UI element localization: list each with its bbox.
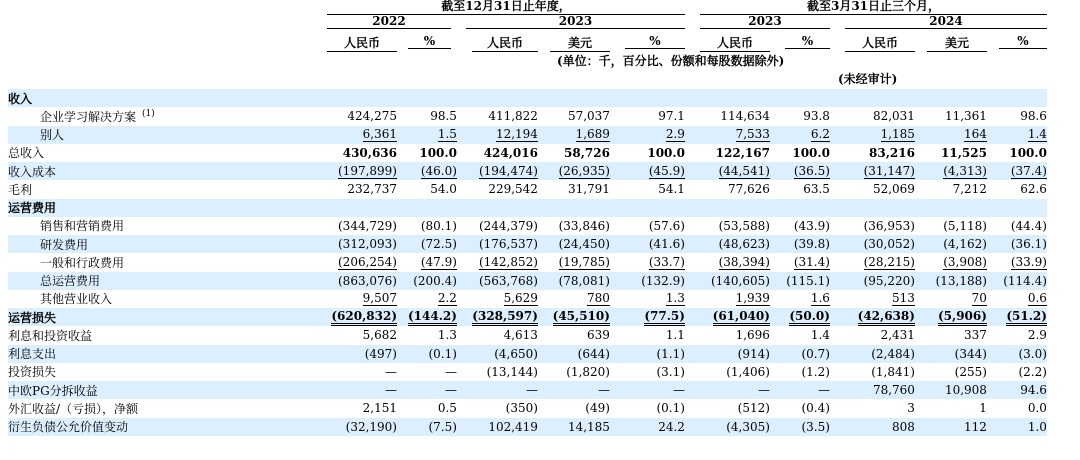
row-value [550,89,610,107]
row-value: 82,031 [872,109,915,124]
row-label: 利息支出 [8,345,327,363]
row-value: 1.5 [408,126,457,144]
row-value: (5,118) [943,218,987,233]
table-row [8,399,1047,417]
row-value: (31,147) [845,162,915,180]
row-value: (37.4) [999,162,1047,180]
row-value: 2,431 [880,328,915,343]
table-row [8,217,1047,235]
table-row [8,180,1047,198]
row-value: (49) [585,401,610,416]
row-value: (497) [327,345,397,363]
row-label: 运营费用 [8,199,327,217]
row-value: 164 [927,126,987,144]
row-value [327,89,397,107]
row-value: 70 [971,291,987,306]
unit-note: (单位：千，百分比、份额和每股数据除外) [557,54,785,68]
row-value: 93.8 [803,109,830,124]
row-value: 424,016 [483,145,538,160]
row-value: 2.2 [437,291,457,306]
row-value: 100.0 [647,145,685,160]
row-value: 97.1 [658,109,685,124]
row-value [625,89,685,107]
row-value: (3.1) [656,364,685,379]
row-label: 别人 [8,126,327,144]
row-value: — [550,381,610,399]
row-value: (78,081) [550,272,610,290]
row-value: 24.2 [625,418,685,436]
row-value: (0.1) [408,345,457,363]
row-value: 1,939 [735,291,770,306]
table-row [8,272,1047,290]
row-label: 利息和投资收益 [8,328,93,343]
row-label: 总运营费用 [8,272,327,290]
row-value: (36.5) [785,162,830,180]
row-label: 投资损失 [8,365,57,380]
row-label: 运营损失 [8,308,327,326]
row-value: 229,542 [488,182,538,197]
row-value: 5,682 [362,328,397,343]
col-header-rmb: 人民币 [700,34,770,52]
row-value: 1 [979,401,987,416]
row-value: 52,069 [872,182,915,197]
row-value: (4,650) [472,345,538,363]
row-value: 94.6 [999,381,1047,399]
row-value: 7,533 [700,126,770,144]
col-header-usd: 美元 [927,34,987,52]
table-row [8,290,1047,308]
row-label: 中欧PG分拆收益 [8,381,327,399]
row-value: 11,525 [941,145,987,160]
row-value [700,89,770,107]
row-value: (7.5) [408,418,457,436]
row-value: 513 [892,291,915,306]
row-value [327,199,397,217]
row-value: 1,689 [550,126,610,144]
row-value: (115.1) [785,272,830,290]
row-value: 102,419 [472,418,538,436]
row-value [408,199,457,217]
row-value [927,89,987,107]
row-value: 58,726 [564,145,610,160]
row-value: (13,188) [927,272,987,290]
row-value: (5,906) [927,308,987,326]
row-value: (4,162) [927,235,987,253]
row-value: 411,822 [488,109,538,124]
row-value: 2,151 [362,401,397,416]
row-value: (48,623) [700,235,770,253]
col-header-pct: % [999,34,1047,49]
row-value: 54.1 [658,182,685,197]
row-value: — [625,381,685,399]
row-value: 639 [587,328,610,343]
period-header-fiscal-year: 截至12月31日止年度， [327,0,685,15]
row-value: 232,737 [347,182,397,197]
row-value: (1.2) [801,364,830,379]
table-row [8,89,1047,107]
row-value: (24,450) [550,235,610,253]
row-value: 54.0 [430,182,457,197]
row-value: 1.4 [810,328,830,343]
row-value: 1.1 [665,328,685,343]
row-value: (30,052) [845,235,915,253]
row-value: (44,541) [700,162,770,180]
row-value: (33.7) [648,254,685,269]
row-value: 1.3 [665,291,685,306]
row-value: (863,076) [327,272,397,290]
row-value: (4,305) [700,418,770,436]
row-value: (32,190) [327,418,397,436]
row-label: 销售和营销费用 [40,219,125,234]
row-value [999,199,1047,217]
row-value: (36.1) [999,235,1047,253]
row-value: (144.2) [408,308,457,326]
row-value: (3,908) [943,254,987,269]
row-value: 1,696 [735,328,770,343]
row-value: (1.1) [625,345,685,363]
row-value: 430,636 [342,145,397,160]
row-value: (140,605) [700,272,770,290]
row-value: (200.4) [408,272,457,290]
row-label: 收入 [8,89,327,107]
table-row [8,162,1047,180]
row-value: 114,634 [720,109,770,124]
row-value: (2,484) [845,345,915,363]
row-value: (197,899) [327,162,397,180]
row-value: (72.5) [408,235,457,253]
row-value: (19,785) [558,254,610,269]
row-value: 77,626 [727,182,770,197]
row-value: (44.4) [1010,218,1047,233]
row-value: 100.0 [419,145,457,160]
row-value: — [444,364,457,379]
row-value: (1,406) [726,364,770,379]
row-value [408,89,457,107]
row-value: (28,215) [863,254,915,269]
row-value: (3.5) [785,418,830,436]
row-value: 2.9 [625,126,685,144]
row-value: 83,216 [869,145,915,160]
row-value: (914) [700,345,770,363]
table-row [8,418,1047,436]
year-2023-quarter-header: 2023 [700,14,830,29]
row-value: 122,167 [715,145,770,160]
row-value: (1,820) [566,364,610,379]
row-value [927,199,987,217]
row-value: (194,474) [472,162,538,180]
year-2022-header: 2022 [327,14,451,29]
row-value: 1.0 [999,418,1047,436]
income-statement-table [8,89,1047,436]
row-value: (132.9) [625,272,685,290]
row-value [700,199,770,217]
row-value: (26,935) [550,162,610,180]
row-value: (328,597) [472,308,538,326]
row-value: (2.2) [1018,364,1047,379]
row-value: 31,791 [567,182,610,197]
row-value: 100.0 [792,145,830,160]
row-value: (46.0) [408,162,457,180]
row-value: (114.4) [999,272,1047,290]
row-value: (176,537) [472,235,538,253]
row-value: 6,361 [327,126,397,144]
row-value: (1,841) [871,364,915,379]
table-row [8,126,1047,144]
row-label: 收入成本 [8,162,327,180]
row-value [550,199,610,217]
row-value: (33,846) [558,218,610,233]
row-value: (0.7) [785,345,830,363]
table-row [8,326,1047,344]
row-value: (57.6) [648,218,685,233]
col-header-pct: % [785,34,830,49]
row-value: 12,194 [472,126,538,144]
row-value: (142,852) [478,254,538,269]
row-value: 9,507 [362,291,397,306]
table-row [8,363,1047,381]
row-value: (0.4) [801,401,830,416]
table-row [8,235,1047,253]
col-header-rmb: 人民币 [845,34,915,52]
row-value: (13,144) [486,364,538,379]
row-value: — [327,381,397,399]
row-value: 100.0 [1009,145,1047,160]
table-row [8,381,1047,399]
row-value: (0.1) [656,401,685,416]
year-2023-header: 2023 [466,14,685,29]
row-value: — [785,381,830,399]
row-value: 112 [927,418,987,436]
footnote-marker: (1) [142,108,155,119]
row-value: 0.6 [1027,291,1047,306]
row-value: 1,185 [845,126,915,144]
row-value: (4,313) [927,162,987,180]
row-label: 毛利 [8,182,33,197]
row-value: — [385,364,397,379]
row-value: (563,768) [472,272,538,290]
row-value: 98.5 [430,109,457,124]
row-value: 1.6 [810,291,830,306]
table-row [8,308,1047,326]
row-value: (620,832) [327,308,397,326]
row-value: (644) [550,345,610,363]
period-header-quarter: 截至3月31日止三个月， [700,0,1047,15]
row-label: 研发费用 [8,235,327,253]
row-value: 337 [964,328,987,343]
row-value [785,89,830,107]
row-value: 424,275 [347,109,397,124]
row-value: 808 [845,418,915,436]
row-value: (344) [927,345,987,363]
row-label: 一般和行政费用 [40,255,125,270]
row-value: 7,212 [952,182,987,197]
row-value [472,89,538,107]
row-value: (39.8) [785,235,830,253]
table-row [8,107,1047,125]
row-value: (38,394) [718,254,770,269]
row-value: 14,185 [550,418,610,436]
row-value: (51.2) [999,308,1047,326]
row-value: (45,510) [550,308,610,326]
row-value: (61,040) [700,308,770,326]
col-header-pct: % [625,34,685,49]
row-value: (512) [737,401,770,416]
row-value: 0.0 [1027,401,1047,416]
row-value: 62.6 [1020,182,1047,197]
row-value: (312,093) [327,235,397,253]
row-value [625,199,685,217]
col-header-pct: % [408,34,451,49]
row-value: (41.6) [625,235,685,253]
row-value: (77.5) [625,308,685,326]
row-value: (3.0) [999,345,1047,363]
table-row [8,144,1047,162]
row-value: (33.9) [1010,254,1047,269]
unaudited-note: (未经审计) [838,72,898,86]
row-value: 98.6 [1020,109,1047,124]
row-value: (80.1) [420,218,457,233]
row-value: 780 [587,291,610,306]
row-value: 57,037 [567,109,610,124]
row-value: 1.3 [437,328,457,343]
row-label: 外汇收益/（亏损），净额 [8,401,139,416]
row-value: (45.9) [625,162,685,180]
col-header-rmb: 人民币 [327,34,397,52]
row-label: 衍生负债公允价值变动 [8,418,327,436]
table-row [8,345,1047,363]
row-label: 总收入 [8,146,45,161]
row-value: (206,254) [338,254,397,269]
row-value: (50.0) [785,308,830,326]
row-value: — [472,381,538,399]
row-value: 5,629 [503,291,538,306]
row-value: 63.5 [803,182,830,197]
row-value: (36,953) [863,218,915,233]
row-value: 3 [907,401,915,416]
row-value: (255) [954,364,987,379]
row-value: 6.2 [785,126,830,144]
row-value: (350) [505,401,538,416]
col-header-usd: 美元 [550,34,610,52]
row-value [785,199,830,217]
row-value [845,89,915,107]
row-value: (43.9) [793,218,830,233]
row-value [472,199,538,217]
row-value: 11,361 [944,109,987,124]
row-value: (31.4) [793,254,830,269]
row-value: (244,379) [478,218,538,233]
row-label: 其他营业收入 [40,292,113,307]
row-value: — [700,381,770,399]
row-value: (53,588) [718,218,770,233]
row-value: 2.9 [1027,328,1047,343]
row-value: 10,908 [927,381,987,399]
row-value: 78,760 [845,381,915,399]
row-value [999,89,1047,107]
row-value: (42,638) [845,308,915,326]
row-value: 0.5 [437,401,457,416]
row-value [845,199,915,217]
row-value: (344,729) [338,218,397,233]
row-value: — [408,381,457,399]
row-value: (47.9) [420,254,457,269]
year-2024-quarter-header: 2024 [845,14,1047,29]
table-row [8,199,1047,217]
row-label: 企业学习解决方案 $^{(1)}$ [40,108,155,124]
table-row [8,253,1047,271]
col-header-rmb: 人民币 [472,34,538,52]
row-value: 1.4 [999,126,1047,144]
row-value: 4,613 [503,328,538,343]
row-value: (95,220) [845,272,915,290]
